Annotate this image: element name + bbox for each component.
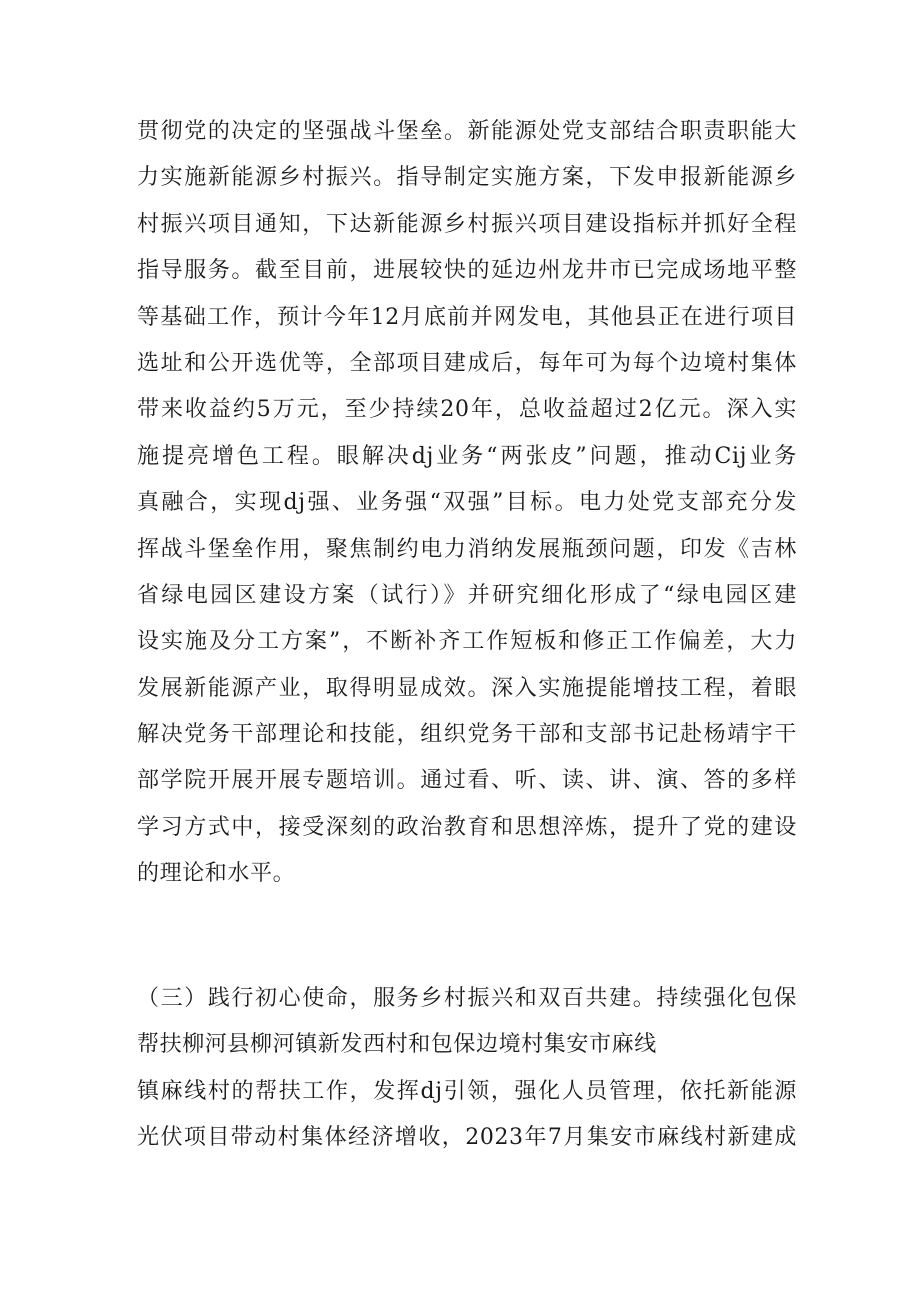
text-line: 光伏项目带动村集体经济增收，2023年7月集安市麻线村新建成 xyxy=(137,1125,797,1151)
text-line: 贯彻党的决定的坚强战斗堡垒。新能源处党支部结合职责职能大 xyxy=(137,119,797,144)
text-line: 指导服务。截至目前，进展较快的延边州龙井市已完成场地平整 xyxy=(137,258,797,284)
text-line: 真融合，实现dj强、业务强“双强”目标。电力处党支部充分发 xyxy=(137,490,797,516)
text-line: 设实施及分工方案”，不断补齐工作短板和修正工作偏差，大力 xyxy=(137,629,797,655)
text-line: 部学院开展开展专题培训。通过看、听、读、讲、演、答的多样 xyxy=(137,768,797,794)
text-line: 选址和公开选优等，全部项目建成后，每年可为每个边境村集体 xyxy=(137,350,797,376)
text-line: 带来收益约5万元，至少持续20年，总收益超过2亿元。深入实 xyxy=(137,397,797,423)
text-line: 力实施新能源乡村振兴。指导制定实施方案，下发申报新能源乡 xyxy=(137,165,797,191)
text-line: 帮扶柳河县柳河镇新发西村和包保边境村集安市麻线 xyxy=(137,1032,657,1058)
text-line: 村振兴项目通知，下达新能源乡村振兴项目建设指标并抓好全程 xyxy=(137,211,797,237)
paragraph-party-building xyxy=(137,109,797,898)
text-line: 省绿电园区建设方案（试行）》并研究细化形成了“绿电园区建 xyxy=(137,582,797,608)
paragraph-rural-revitalization xyxy=(137,976,797,1162)
text-line: 解决党务干部理论和技能，组织党务干部和支部书记赴杨靖宇干 xyxy=(137,722,797,748)
text-line: 等基础工作，预计今年12月底前并网发电，其他县正在进行项目 xyxy=(137,304,797,330)
text-line: 学习方式中，接受深刻的政治教育和思想淬炼，提升了党的建设 xyxy=(137,814,797,840)
section-heading-line: （三）践行初心使命，服务乡村振兴和双百共建。持续强化包保 xyxy=(137,986,797,1011)
text-line: 的理论和水平。 xyxy=(137,861,296,887)
text-line: 镇麻线村的帮扶工作，发挥dj引领，强化人员管理，依托新能源 xyxy=(137,1078,797,1104)
text-line: 挥战斗堡垒作用，聚焦制约电力消纳发展瓶颈问题，印发《吉林 xyxy=(137,536,797,562)
text-line: 施提亮增色工程。眼解决dj业务“两张皮”问题，推动Cij业务 xyxy=(137,443,797,469)
text-line: 发展新能源产业，取得明显成效。深入实施提能增技工程，着眼 xyxy=(137,675,797,701)
